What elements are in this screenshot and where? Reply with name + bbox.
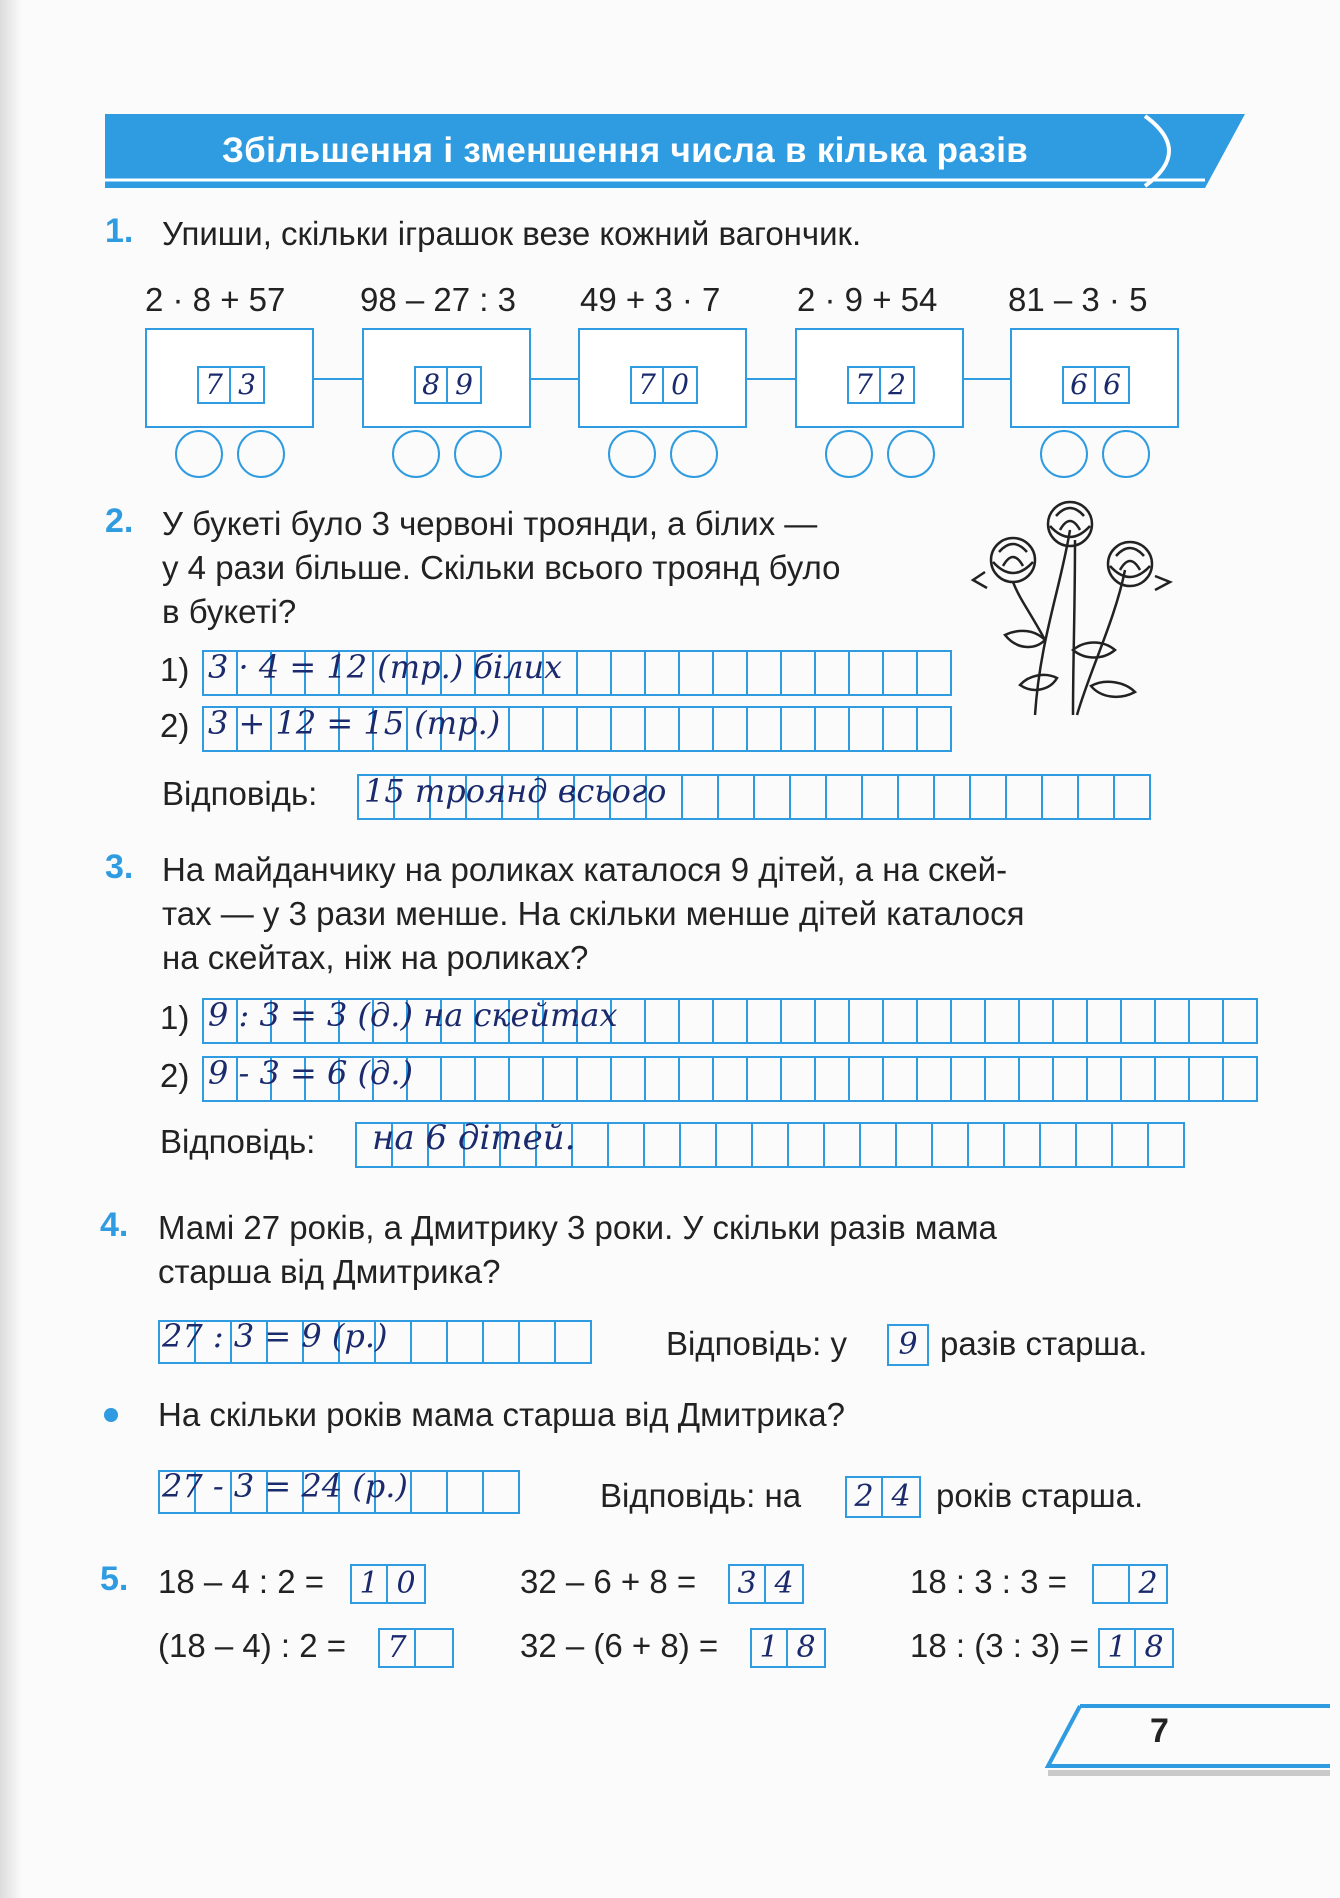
grid-cell bbox=[816, 708, 850, 750]
wagon-answer-box bbox=[197, 366, 265, 404]
task-2-line-1: У букеті було 3 червоні троянди, а білих — bbox=[162, 505, 818, 542]
footer-tab bbox=[1040, 1700, 1330, 1780]
grid-cell bbox=[646, 1058, 680, 1100]
grid-cell bbox=[791, 776, 827, 818]
wagon-wheel bbox=[1040, 430, 1088, 478]
task-5-expression: 32 – (6 + 8) = bbox=[520, 1627, 719, 1664]
task-5-answer-digit: 0 bbox=[396, 1566, 416, 1601]
task-3-number: 3. bbox=[105, 848, 134, 886]
grid-cell bbox=[1054, 1058, 1088, 1100]
grid-cell bbox=[827, 776, 863, 818]
wagon-answer-digit: 7 bbox=[632, 368, 664, 402]
task-5-answer-digit: 3 bbox=[730, 1566, 766, 1602]
wagon-answer-digit: 8 bbox=[416, 368, 448, 402]
task-4-answer-digit: 9 bbox=[898, 1327, 918, 1362]
grid-cell bbox=[1156, 1058, 1190, 1100]
task-4-answer-box bbox=[887, 1324, 929, 1366]
wagon-expression: 98 – 27 : 3 bbox=[360, 281, 516, 318]
grid-cell bbox=[714, 708, 748, 750]
grid-cell bbox=[1113, 1124, 1149, 1166]
task-5-answer-digit: 4 bbox=[774, 1566, 794, 1601]
grid-cell bbox=[484, 1472, 520, 1512]
grid-cell bbox=[1224, 1000, 1258, 1042]
grid-cell bbox=[544, 708, 578, 750]
grid-cell bbox=[850, 652, 884, 694]
wagon-expression: 81 – 3 · 5 bbox=[1008, 281, 1148, 318]
grid-cell bbox=[918, 1058, 952, 1100]
grid-cell bbox=[1088, 1000, 1122, 1042]
grid-cell bbox=[556, 1322, 592, 1362]
task-5-answer-digit bbox=[416, 1630, 452, 1666]
grid-cell bbox=[714, 1000, 748, 1042]
task-5-number: 5. bbox=[100, 1560, 129, 1598]
task-3-step-1-label: 1) bbox=[160, 999, 190, 1036]
task-4-bonus-prefix: Відповідь: на bbox=[600, 1477, 802, 1514]
task-4-bonus-answer-box bbox=[845, 1476, 921, 1518]
grid-cell bbox=[748, 652, 782, 694]
task-4-solution-handwriting: 27 : 3 = 9 (р.) bbox=[162, 1317, 388, 1355]
grid-cell bbox=[1190, 1058, 1224, 1100]
task-5-answer-box bbox=[378, 1628, 454, 1668]
bonus-bullet bbox=[104, 1408, 118, 1422]
page-number: 7 bbox=[1150, 1712, 1169, 1750]
grid-cell bbox=[573, 1124, 609, 1166]
task-5-expression: 18 : (3 : 3) = bbox=[910, 1627, 1089, 1664]
grid-cell bbox=[1020, 1058, 1054, 1100]
wagon-wheel bbox=[392, 430, 440, 478]
task-2-step-1-handwriting: 3 · 4 = 12 (тр.) білих bbox=[208, 648, 563, 686]
grid-cell bbox=[782, 652, 816, 694]
grid-cell bbox=[484, 1322, 520, 1362]
task-3-answer-label: Відповідь: bbox=[160, 1123, 316, 1160]
task-4-bonus-digit: 4 bbox=[891, 1479, 911, 1514]
grid-cell bbox=[918, 1000, 952, 1042]
grid-cell bbox=[408, 1058, 442, 1100]
wagon-answer-box bbox=[414, 366, 482, 404]
grid-cell bbox=[646, 652, 680, 694]
wagon-answer-digit: 7 bbox=[849, 368, 881, 402]
task-5-answer-digit: 1 bbox=[752, 1630, 788, 1666]
task-4-number: 4. bbox=[100, 1206, 129, 1244]
grid-cell bbox=[884, 652, 918, 694]
wagon-answer-digit: 6 bbox=[1103, 368, 1121, 401]
grid-cell bbox=[899, 776, 935, 818]
task-1-number: 1. bbox=[105, 212, 134, 250]
task-4-line-2: старша від Дмитрика? bbox=[158, 1253, 501, 1290]
grid-cell bbox=[1041, 1124, 1077, 1166]
grid-cell bbox=[918, 708, 952, 750]
task-4-bonus-digit: 2 bbox=[847, 1478, 883, 1516]
grid-cell bbox=[850, 1000, 884, 1042]
grid-cell bbox=[782, 1058, 816, 1100]
task-2-answer-handwriting: 15 троянд всього bbox=[364, 772, 667, 810]
task-3-line-3: на скейтах, ніж на роликах? bbox=[162, 939, 589, 976]
grid-cell bbox=[412, 1472, 448, 1512]
task-4-answer-prefix: Відповідь: у bbox=[666, 1325, 847, 1362]
grid-cell bbox=[863, 776, 899, 818]
grid-cell bbox=[612, 1058, 646, 1100]
grid-cell bbox=[1043, 776, 1079, 818]
grid-cell bbox=[935, 776, 971, 818]
page-edge bbox=[0, 0, 22, 1898]
task-5-answer-digit: 7 bbox=[380, 1630, 416, 1666]
grid-cell bbox=[1224, 1058, 1258, 1100]
task-5-answer-box bbox=[728, 1564, 804, 1604]
grid-cell bbox=[646, 708, 680, 750]
grid-cell bbox=[986, 1058, 1020, 1100]
grid-cell bbox=[681, 1124, 717, 1166]
grid-cell bbox=[952, 1058, 986, 1100]
grid-cell bbox=[1115, 776, 1151, 818]
grid-cell bbox=[544, 1058, 578, 1100]
grid-cell bbox=[825, 1124, 861, 1166]
grid-cell bbox=[578, 1058, 612, 1100]
grid-cell bbox=[969, 1124, 1005, 1166]
grid-cell bbox=[520, 1322, 556, 1362]
grid-cell bbox=[748, 1058, 782, 1100]
task-2-line-2: у 4 рази більше. Скільки всього троянд було bbox=[162, 549, 841, 586]
wagon-wheel bbox=[825, 430, 873, 478]
grid-cell bbox=[816, 1000, 850, 1042]
page-title: Збільшення і зменшення числа в кілька разів bbox=[221, 131, 1029, 170]
wagon-expression: 2 · 9 + 54 bbox=[797, 281, 938, 318]
grid-cell bbox=[933, 1124, 969, 1166]
wagon-answer-digit: 7 bbox=[199, 368, 231, 402]
grid-cell bbox=[646, 1000, 680, 1042]
grid-cell bbox=[609, 1124, 645, 1166]
grid-cell bbox=[1122, 1000, 1156, 1042]
task-5-answer-digit: 8 bbox=[796, 1630, 816, 1665]
grid-cell bbox=[782, 1000, 816, 1042]
wagon-answer-digit: 0 bbox=[671, 368, 689, 401]
wagon-wheel bbox=[608, 430, 656, 478]
task-5-answer-box bbox=[1092, 1564, 1168, 1604]
task-4-answer-suffix: разів старша. bbox=[940, 1325, 1148, 1362]
task-3-step-2-label: 2) bbox=[160, 1057, 190, 1094]
grid-cell bbox=[1088, 1058, 1122, 1100]
grid-cell bbox=[717, 1124, 753, 1166]
grid-cell bbox=[850, 1058, 884, 1100]
grid-cell bbox=[680, 708, 714, 750]
grid-cell bbox=[714, 1058, 748, 1100]
task-4-bonus-text: На скільки років мама старша від Дмитрика? bbox=[158, 1396, 846, 1433]
task-2-answer-label: Відповідь: bbox=[162, 775, 318, 812]
grid-cell bbox=[884, 1058, 918, 1100]
grid-cell bbox=[748, 708, 782, 750]
wagon-wheel bbox=[670, 430, 718, 478]
task-1-text: Упиши, скільки іграшок везе кожний вагончик. bbox=[162, 215, 862, 252]
grid-cell bbox=[714, 652, 748, 694]
grid-cell bbox=[1190, 1000, 1224, 1042]
wagon-wheel bbox=[237, 430, 285, 478]
task-5-answer-box bbox=[350, 1564, 426, 1604]
grid-cell bbox=[448, 1472, 484, 1512]
wagon-answer-digit: 6 bbox=[1064, 368, 1096, 402]
grid-cell bbox=[719, 776, 755, 818]
grid-cell bbox=[782, 708, 816, 750]
task-3-step-2-handwriting: 9 - 3 = 6 (д.) bbox=[208, 1054, 413, 1092]
grid-cell bbox=[1054, 1000, 1088, 1042]
grid-cell bbox=[1020, 1000, 1054, 1042]
wagon-expression: 2 · 8 + 57 bbox=[145, 281, 286, 318]
grid-cell bbox=[884, 708, 918, 750]
grid-cell bbox=[448, 1322, 484, 1362]
wagon-expression: 49 + 3 · 7 bbox=[580, 281, 721, 318]
grid-cell bbox=[952, 1000, 986, 1042]
grid-cell bbox=[971, 776, 1007, 818]
grid-cell bbox=[476, 1058, 510, 1100]
task-3-answer-handwriting: на 6 дітей. bbox=[372, 1118, 576, 1158]
grid-cell bbox=[578, 652, 612, 694]
grid-cell bbox=[1077, 1124, 1113, 1166]
grid-cell bbox=[510, 1058, 544, 1100]
wagon-wheel bbox=[1102, 430, 1150, 478]
grid-cell bbox=[748, 1000, 782, 1042]
grid-cell bbox=[442, 1058, 476, 1100]
grid-cell bbox=[1122, 1058, 1156, 1100]
task-5-answer-digit: 2 bbox=[1138, 1566, 1158, 1601]
task-2-step-1-label: 1) bbox=[160, 651, 190, 688]
task-5-expression: (18 – 4) : 2 = bbox=[158, 1627, 347, 1664]
grid-cell bbox=[861, 1124, 897, 1166]
task-5-answer-digit bbox=[1094, 1566, 1130, 1602]
task-2-step-2-handwriting: 3 + 12 = 15 (тр.) bbox=[208, 704, 501, 742]
wagon-answer-digit: 3 bbox=[238, 368, 256, 401]
grid-cell bbox=[510, 708, 544, 750]
grid-cell bbox=[1005, 1124, 1041, 1166]
task-3-line-1: На майданчику на роликах каталося 9 дітей, а на скей- bbox=[162, 851, 1008, 888]
wagon-answer-box bbox=[630, 366, 698, 404]
grid-cell bbox=[680, 1000, 714, 1042]
wagon-wheel bbox=[887, 430, 935, 478]
task-5-expression: 18 – 4 : 2 = bbox=[158, 1563, 325, 1600]
grid-cell bbox=[1007, 776, 1043, 818]
task-2-number: 2. bbox=[105, 502, 134, 540]
grid-cell bbox=[918, 652, 952, 694]
wagon-answer-digit: 9 bbox=[455, 368, 473, 401]
wagon-answer-box bbox=[847, 366, 915, 404]
grid-cell bbox=[986, 1000, 1020, 1042]
grid-cell bbox=[578, 708, 612, 750]
wagon-wheel bbox=[175, 430, 223, 478]
grid-cell bbox=[680, 1058, 714, 1100]
grid-cell bbox=[816, 1058, 850, 1100]
grid-cell bbox=[789, 1124, 825, 1166]
task-4-bonus-handwriting: 27 - 3 = 24 (р.) bbox=[162, 1467, 408, 1505]
grid-cell bbox=[683, 776, 719, 818]
wagon-answer-box bbox=[1062, 366, 1130, 404]
task-4-bonus-suffix: років старша. bbox=[936, 1477, 1144, 1514]
task-3-step-1-handwriting: 9 : 3 = 3 (д.) на скейтах bbox=[208, 996, 618, 1034]
grid-cell bbox=[850, 708, 884, 750]
grid-cell bbox=[612, 652, 646, 694]
grid-cell bbox=[1156, 1000, 1190, 1042]
grid-cell bbox=[816, 652, 850, 694]
grid-cell bbox=[1079, 776, 1115, 818]
task-5-answer-digit: 1 bbox=[1100, 1630, 1136, 1666]
wagon-answer-digit: 2 bbox=[888, 368, 906, 401]
task-5-answer-digit: 8 bbox=[1144, 1630, 1164, 1665]
grid-cell bbox=[412, 1322, 448, 1362]
grid-cell bbox=[755, 776, 791, 818]
grid-cell bbox=[680, 652, 714, 694]
task-2-line-3: в букеті? bbox=[162, 593, 297, 630]
grid-cell bbox=[884, 1000, 918, 1042]
task-5-answer-digit: 1 bbox=[352, 1566, 388, 1602]
wagon-wheel bbox=[454, 430, 502, 478]
task-5-expression: 18 : 3 : 3 = bbox=[910, 1563, 1067, 1600]
task-2-step-2-label: 2) bbox=[160, 707, 190, 744]
grid-cell bbox=[1149, 1124, 1185, 1166]
grid-cell bbox=[897, 1124, 933, 1166]
task-5-answer-box bbox=[1098, 1628, 1174, 1668]
roses-illustration bbox=[965, 500, 1195, 725]
task-5-expression: 32 – 6 + 8 = bbox=[520, 1563, 697, 1600]
task-3-line-2: тах — у 3 рази менше. На скільки менше дітей каталося bbox=[162, 895, 1025, 932]
task-5-answer-box bbox=[750, 1628, 826, 1668]
task-4-line-1: Мамі 27 років, а Дмитрику 3 роки. У скільки разів мама bbox=[158, 1209, 997, 1246]
grid-cell bbox=[753, 1124, 789, 1166]
grid-cell bbox=[612, 708, 646, 750]
grid-cell bbox=[645, 1124, 681, 1166]
